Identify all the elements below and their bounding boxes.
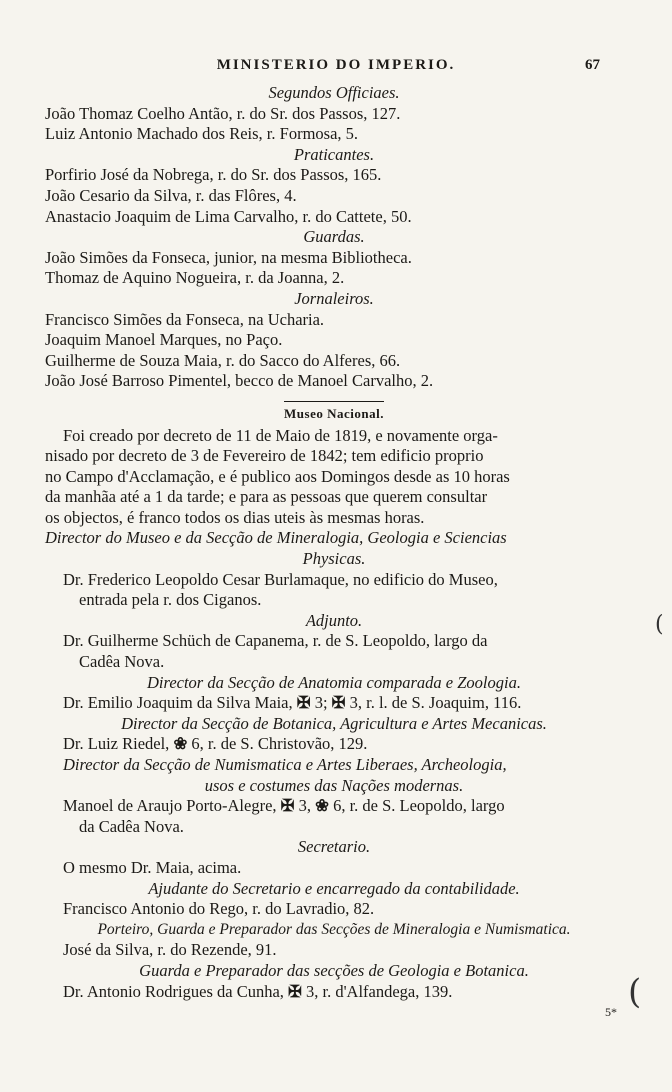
subsection-title-director-anatomia: Director da Secção de Anatomia comparada e Zoologia. bbox=[147, 672, 521, 692]
entry-text: 3, r. d'Alfandega, 139. bbox=[305, 981, 453, 1001]
intro-line: Foi creado por decreto de 11 de Maio de 1819, e novamente orga- bbox=[63, 425, 498, 445]
section-title-guardas: Guardas. bbox=[303, 227, 365, 247]
entry-line: Guilherme de Souza Maia, r. do Sacco do Alferes, 66. bbox=[45, 350, 401, 370]
entry-line bbox=[45, 693, 623, 714]
entry-line: Luiz Antonio Machado dos Reis, r. Formosa, 5. bbox=[45, 124, 359, 144]
entry-line: João Cesario da Silva, r. das Flôres, 4. bbox=[45, 185, 297, 205]
subsection-title-director-numismatica: Director da Secção de Numismatica e Artes Liberaes, Archeologia, bbox=[63, 755, 507, 774]
entry-text: Dr. Antonio Rodrigues da Cunha, bbox=[63, 981, 284, 1001]
running-title: MINISTERIO DO IMPERIO. bbox=[216, 57, 456, 73]
subsection-title-continued: usos e costumes das Nações modernas. bbox=[204, 775, 464, 795]
subsection-title-continued: Physicas. bbox=[302, 549, 366, 569]
entry-line bbox=[45, 734, 623, 755]
order-cross-icon: ✠ bbox=[280, 796, 295, 816]
subsection-title-adjunto: Adjunto. bbox=[305, 610, 363, 630]
entry-text: 3, bbox=[298, 796, 311, 816]
entry-line: Thomaz de Aquino Nogueira, r. da Joanna, 2. bbox=[45, 268, 345, 288]
section-title-praticantes: Praticantes. bbox=[293, 144, 375, 164]
entry-line: Francisco Simões da Fonseca, na Ucharia. bbox=[45, 309, 325, 329]
order-rose-icon: ❀ bbox=[173, 734, 188, 754]
order-cross-icon: ✠ bbox=[288, 981, 302, 1001]
section-title-museo-nacional: Museo Nacional. bbox=[284, 405, 384, 421]
entry-line: Dr. Frederico Leopoldo Cesar Burlamaque, no edificio do Museo, bbox=[63, 569, 498, 589]
page-body bbox=[45, 83, 623, 1023]
entry-text: Dr. Luiz Riedel, bbox=[63, 734, 170, 754]
intro-line: nisado por decreto de 3 de Fevereiro de 1842; tem edificio proprio bbox=[45, 446, 484, 466]
entry-line: José da Silva, r. do Rezende, 91. bbox=[63, 940, 277, 960]
entry-line: Francisco Antonio do Rego, r. do Lavradio, 82. bbox=[63, 899, 375, 919]
subsection-title-porteiro: Porteiro, Guarda e Preparador das Secções de Mineralogia e Numismatica. bbox=[97, 920, 571, 938]
section-divider bbox=[284, 401, 384, 402]
margin-bracket-mark: ( bbox=[628, 972, 642, 1012]
entry-line: João Thomaz Coelho Antão, r. do Sr. dos Passos, 127. bbox=[45, 103, 401, 123]
entry-line bbox=[45, 796, 623, 817]
entry-line: João Simões da Fonseca, junior, na mesma Bibliotheca. bbox=[45, 247, 412, 267]
entry-line-continued: entrada pela r. dos Ciganos. bbox=[79, 590, 262, 610]
entry-text: 6, r. de S. Christovão, 129. bbox=[191, 734, 368, 754]
subsection-title-ajudante: Ajudante do Secretario e encarregado da contabilidade. bbox=[148, 878, 520, 898]
entry-text: 6, r. de S. Leopoldo, largo bbox=[333, 796, 505, 816]
order-cross-icon: ✠ bbox=[331, 693, 346, 713]
entry-line: O mesmo Dr. Maia, acima. bbox=[63, 857, 242, 877]
signature-mark: 5* bbox=[605, 1005, 617, 1020]
entry-line-continued: Cadêa Nova. bbox=[79, 652, 165, 672]
entry-line: Dr. Guilherme Schüch de Capanema, r. de S. Leopoldo, largo da bbox=[63, 631, 488, 651]
subsection-title-director-botanica: Director da Secção de Botanica, Agricultura e Artes Mecanicas. bbox=[121, 713, 547, 733]
entry-line: João José Barroso Pimentel, becco de Manoel Carvalho, 2. bbox=[45, 371, 434, 391]
subsection-title-director-mineralogia: Director do Museo e da Secção de Mineralogia, Geologia e Sciencias bbox=[45, 528, 507, 548]
section-title-segundos-officiaes: Segundos Officiaes. bbox=[268, 83, 400, 102]
intro-line: da manhãa até a 1 da tarde; e para as pessoas que querem consultar bbox=[45, 487, 488, 507]
entry-line: Anastacio Joaquim de Lima Carvalho, r. do Cattete, 50. bbox=[45, 206, 412, 226]
entry-text: Dr. Emilio Joaquim da Silva Maia, bbox=[63, 693, 293, 713]
entry-text: 3; bbox=[314, 693, 328, 713]
entry-line: Joaquim Manoel Marques, no Paço. bbox=[45, 330, 283, 350]
margin-bracket-mark: ( bbox=[655, 612, 664, 637]
entry-line bbox=[45, 982, 623, 1003]
page-header bbox=[0, 55, 672, 81]
order-cross-icon: ✠ bbox=[296, 693, 311, 713]
order-rose-icon: ❀ bbox=[315, 796, 329, 816]
subsection-title-secretario: Secretario. bbox=[297, 837, 371, 857]
intro-line: no Campo d'Acclamação, e é publico aos Domingos desde as 10 horas bbox=[45, 466, 510, 486]
subsection-title-guarda-preparador: Guarda e Preparador das secções de Geologia e Botanica. bbox=[139, 960, 529, 980]
page-number: 67 bbox=[585, 57, 600, 73]
entry-line-continued: da Cadêa Nova. bbox=[79, 816, 184, 836]
entry-text: Manoel de Araujo Porto-Alegre, bbox=[63, 796, 277, 816]
entry-line: Porfirio José da Nobrega, r. do Sr. dos Passos, 165. bbox=[45, 165, 382, 185]
entry-text: 3, r. l. de S. Joaquim, 116. bbox=[349, 693, 522, 713]
section-title-jornaleiros: Jornaleiros. bbox=[294, 288, 374, 308]
intro-line: os objectos, é franco todos os dias uteis às mesmas horas. bbox=[45, 507, 425, 527]
